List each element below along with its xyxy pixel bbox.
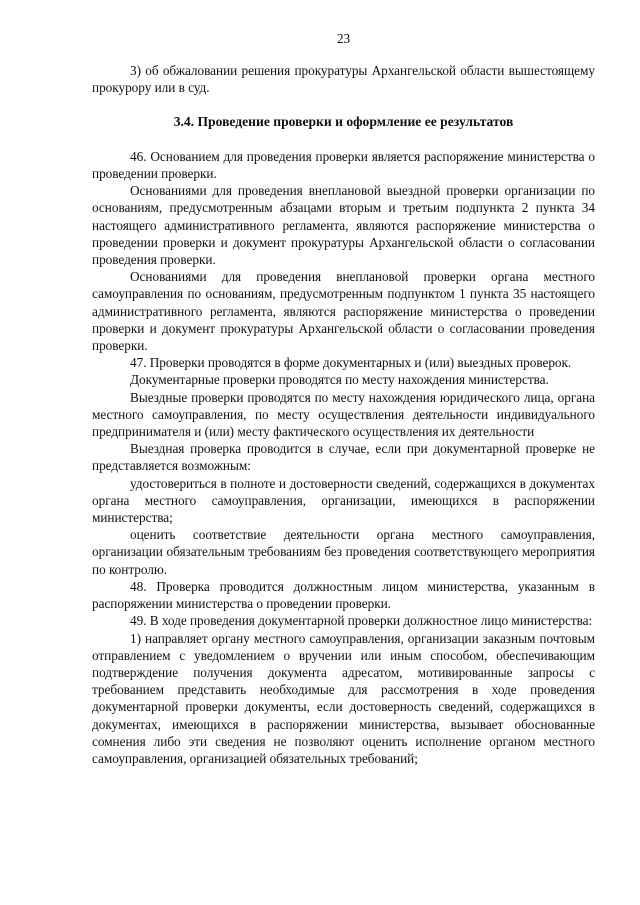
- paragraph-48: 48. Проверка проводится должностным лицом министерства, указанным в распоряжении министерства о проведении проверки.: [92, 578, 595, 612]
- intro-paragraph: 3) об обжаловании решения прокуратуры Архангельской области вышестоящему прокурору или в суд.: [92, 63, 595, 96]
- page-number: 23: [336, 31, 351, 46]
- paragraph-47: 47. Проверки проводятся в форме документарных и (или) выездных проверок.: [130, 355, 572, 371]
- paragraph-grounds-organization: Основаниями для проведения внеплановой выездной проверки организации по основаниям, предусмотренным абзацами вторым и третьим подпункта 2 пункта 34 настоящего административного регламента, являются распоряжение министерства о проведении проверки и документ прокуратуры Архангельской области о согласовании проведения проверки.: [92, 183, 595, 268]
- section-title: 3.4. Проведение проверки и оформление ее результатов: [173, 113, 514, 129]
- paragraph-49: 49. В ходе проведения документарной проверки должностное лицо министерства:: [130, 613, 593, 629]
- paragraph-documentary-checks: Документарные проверки проводятся по месту нахождения министерства.: [130, 372, 549, 388]
- document-page: [92, 30, 595, 767]
- paragraph-grounds-local-government: Основаниями для проведения внеплановой проверки органа местного самоуправления по основаниям, предусмотренным подпунктом 1 пункта 35 настоящего административного регламента, являются распоряжение министерства о проведении проверки и документ прокуратуры Архангельской области о согласовании проведения проверки.: [92, 269, 595, 354]
- paragraph-49-item-1: 1) направляет органу местного самоуправления, организации заказным почтовым отправлением с уведомлением о вручении или иным способом, обеспечивающим подтверждение получения документа адресатом, мотивированные запросы с требованием представить необходимые для рассмотрения в ходе проведения документарной проверки документы, если достоверность сведений, содержащихся в документах, имеющихся в распоряжении министерства, вызывает обоснованные сомнения либо эти сведения не позволяют оценить исполнение органом местного самоуправления, организацией обязательных требований;: [92, 630, 595, 766]
- paragraph-verify-completeness: удостовериться в полноте и достоверности сведений, содержащихся в документах органа местного самоуправления, организации, имеющихся в распоряжении министерства;: [92, 475, 595, 526]
- paragraph-46: 46. Основанием для проведения проверки является распоряжение министерства о проведении проверки.: [92, 148, 595, 182]
- paragraph-assess-compliance: оценить соответствие деятельности органа местного самоуправления, организации обязательным требованиям без проведения соответствующего мероприятия по контролю.: [92, 527, 595, 577]
- paragraph-field-checks: Выездные проверки проводятся по месту нахождения юридического лица, органа местного самоуправления, по месту осуществления деятельности индивидуального предпринимателя и (или) месту фактического осуществления их деятельности: [92, 389, 595, 440]
- paragraph-field-check-case: Выездная проверка проводится в случае, если при документарной проверке не представляется возможным:: [92, 441, 595, 474]
